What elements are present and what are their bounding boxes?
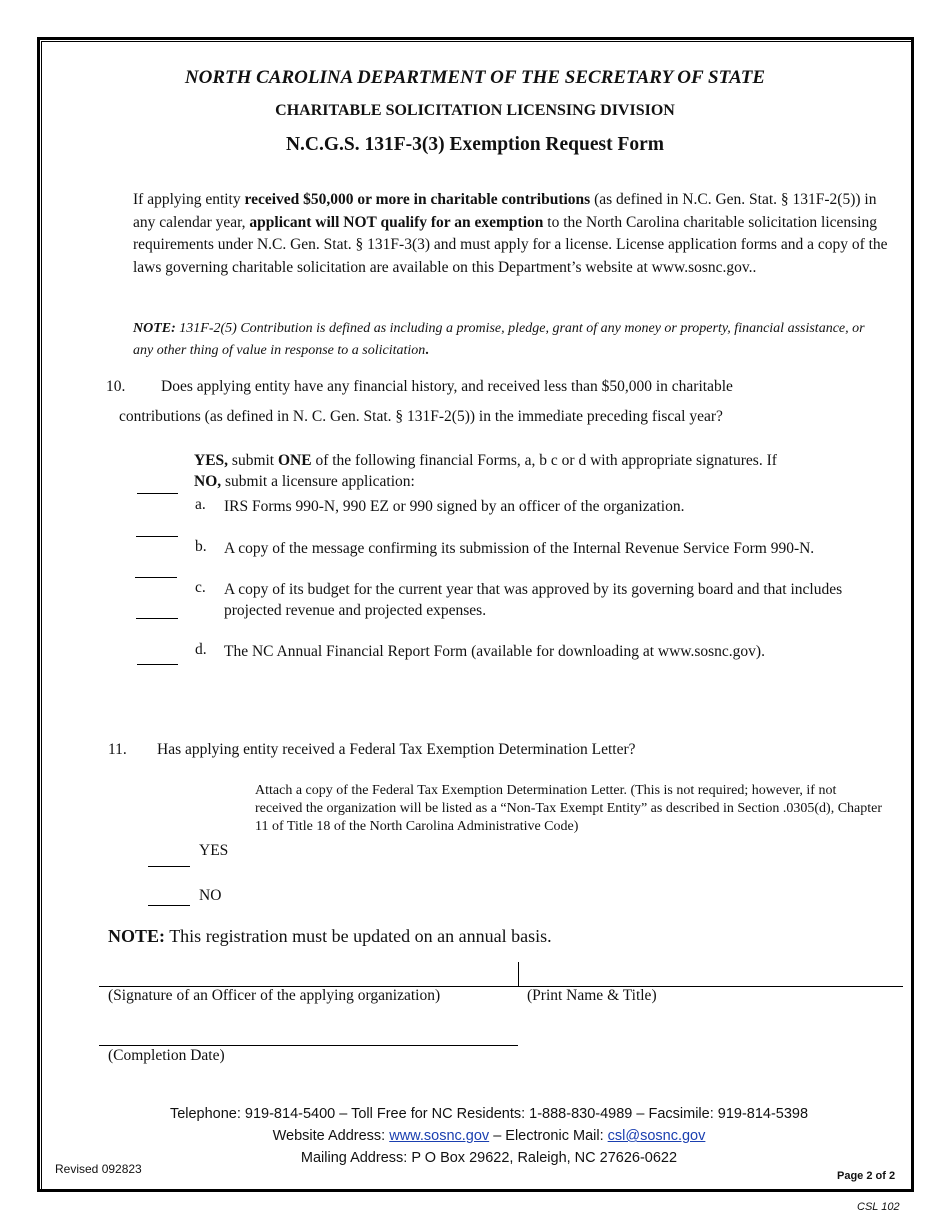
item-c-text: A copy of its budget for the current year that was approved by its governing board and that includes projected revenue and projected expenses. <box>224 581 843 619</box>
item-b-blank[interactable] <box>135 577 177 578</box>
footer-phone: Telephone: 919-814-5400 – Toll Free for NC Residents: 1-888-830-4989 – Facsimile: 919-814-5398 <box>169 1106 809 1122</box>
print-name-label: (Print Name & Title) <box>527 987 657 1004</box>
completion-date-label: (Completion Date) <box>108 1047 225 1064</box>
website-link[interactable]: www.sosnc.gov <box>389 1128 490 1144</box>
q10-number: 10. <box>106 378 126 395</box>
q11-text: Has applying entity received a Federal Tax Exemption Determination Letter? <box>157 741 636 758</box>
department-title: NORTH CAROLINA DEPARTMENT OF THE SECRETARY OF STATE <box>184 67 766 88</box>
q11-number: 11. <box>108 741 127 758</box>
form-code: CSL 102 <box>857 1201 900 1213</box>
revised-date: Revised 092823 <box>55 1162 142 1176</box>
registration-note: NOTE: This registration must be updated on an annual basis. <box>108 926 552 946</box>
q10-instructions: YES, submit ONE of the following financial Forms, a, b c or d with appropriate signatures. If NO, submit a licensure application: <box>194 452 777 490</box>
item-a-text: IRS Forms 990-N, 990 EZ or 990 signed by an officer of the organization. <box>224 498 685 515</box>
item-c-blank[interactable] <box>136 618 178 619</box>
q10-line2: contributions (as defined in N. C. Gen. Stat. § 131F-2(5)) in the immediate preceding fiscal year? <box>119 408 723 425</box>
q11-yes-blank[interactable] <box>148 866 190 867</box>
q11-yes-label: YES <box>199 842 229 859</box>
page-number: Page 2 of 2 <box>837 1170 896 1182</box>
signature-divider <box>518 962 519 987</box>
item-b-letter: b. <box>195 538 207 555</box>
completion-date-line[interactable] <box>99 1045 518 1046</box>
item-d-blank[interactable] <box>137 664 178 665</box>
item-a-blank[interactable] <box>136 536 178 537</box>
item-a-letter: a. <box>195 496 206 513</box>
q11-no-blank[interactable] <box>148 905 190 906</box>
intro-paragraph: If applying entity received $50,000 or more in charitable contributions (as defined in N.C. Gen. Stat. § 131F-2(5)) in any calendar year, applicant will NOT qualify for an exemption to the North Carolina charitable solicitation licensing requirements under N.C. Gen. Stat. § 131F-3(3) and must apply for a license. License application forms and a copy of the laws governing charitable solicitation are available on this Department’s website at www.sosnc.gov.. <box>133 191 888 276</box>
item-b-text: A copy of the message confirming its submission of the Internal Revenue Service Form 990-N. <box>224 540 815 557</box>
item-c-letter: c. <box>195 579 206 596</box>
footer-mailing: Mailing Address: P O Box 29622, Raleigh, NC 27626-0622 <box>300 1150 678 1166</box>
division-title: CHARITABLE SOLICITATION LICENSING DIVISION <box>275 102 675 119</box>
footer-web-email: Website Address: www.sosnc.gov – Electronic Mail: csl@sosnc.gov <box>272 1128 706 1144</box>
item-d-letter: d. <box>195 641 207 658</box>
item-d-text: The NC Annual Financial Report Form (available for downloading at www.sosnc.gov). <box>224 643 765 660</box>
q10-line1: Does applying entity have any financial history, and received less than $50,000 in charitable <box>161 378 733 395</box>
q11-attach-note: Attach a copy of the Federal Tax Exemption Determination Letter. (This is not required; however, if not received the organization will be listed as a “Non-Tax Exempt Entity” as described in Section .0305(d), Chapter 11 of Title 18 of the North Carolina Administrative Code) <box>255 783 883 834</box>
q10-answer-blank[interactable] <box>137 493 178 494</box>
email-link[interactable]: csl@sosnc.gov <box>607 1128 706 1144</box>
officer-signature-label: (Signature of an Officer of the applying organization) <box>108 987 441 1004</box>
q11-no-label: NO <box>199 887 222 904</box>
contribution-note: NOTE: 131F-2(5) Contribution is defined as including a promise, pledge, grant of any money or property, financial assistance, or any other thing of value in response to a solicitation. <box>133 321 865 358</box>
form-title: N.C.G.S. 131F-3(3) Exemption Request Form <box>285 134 665 155</box>
